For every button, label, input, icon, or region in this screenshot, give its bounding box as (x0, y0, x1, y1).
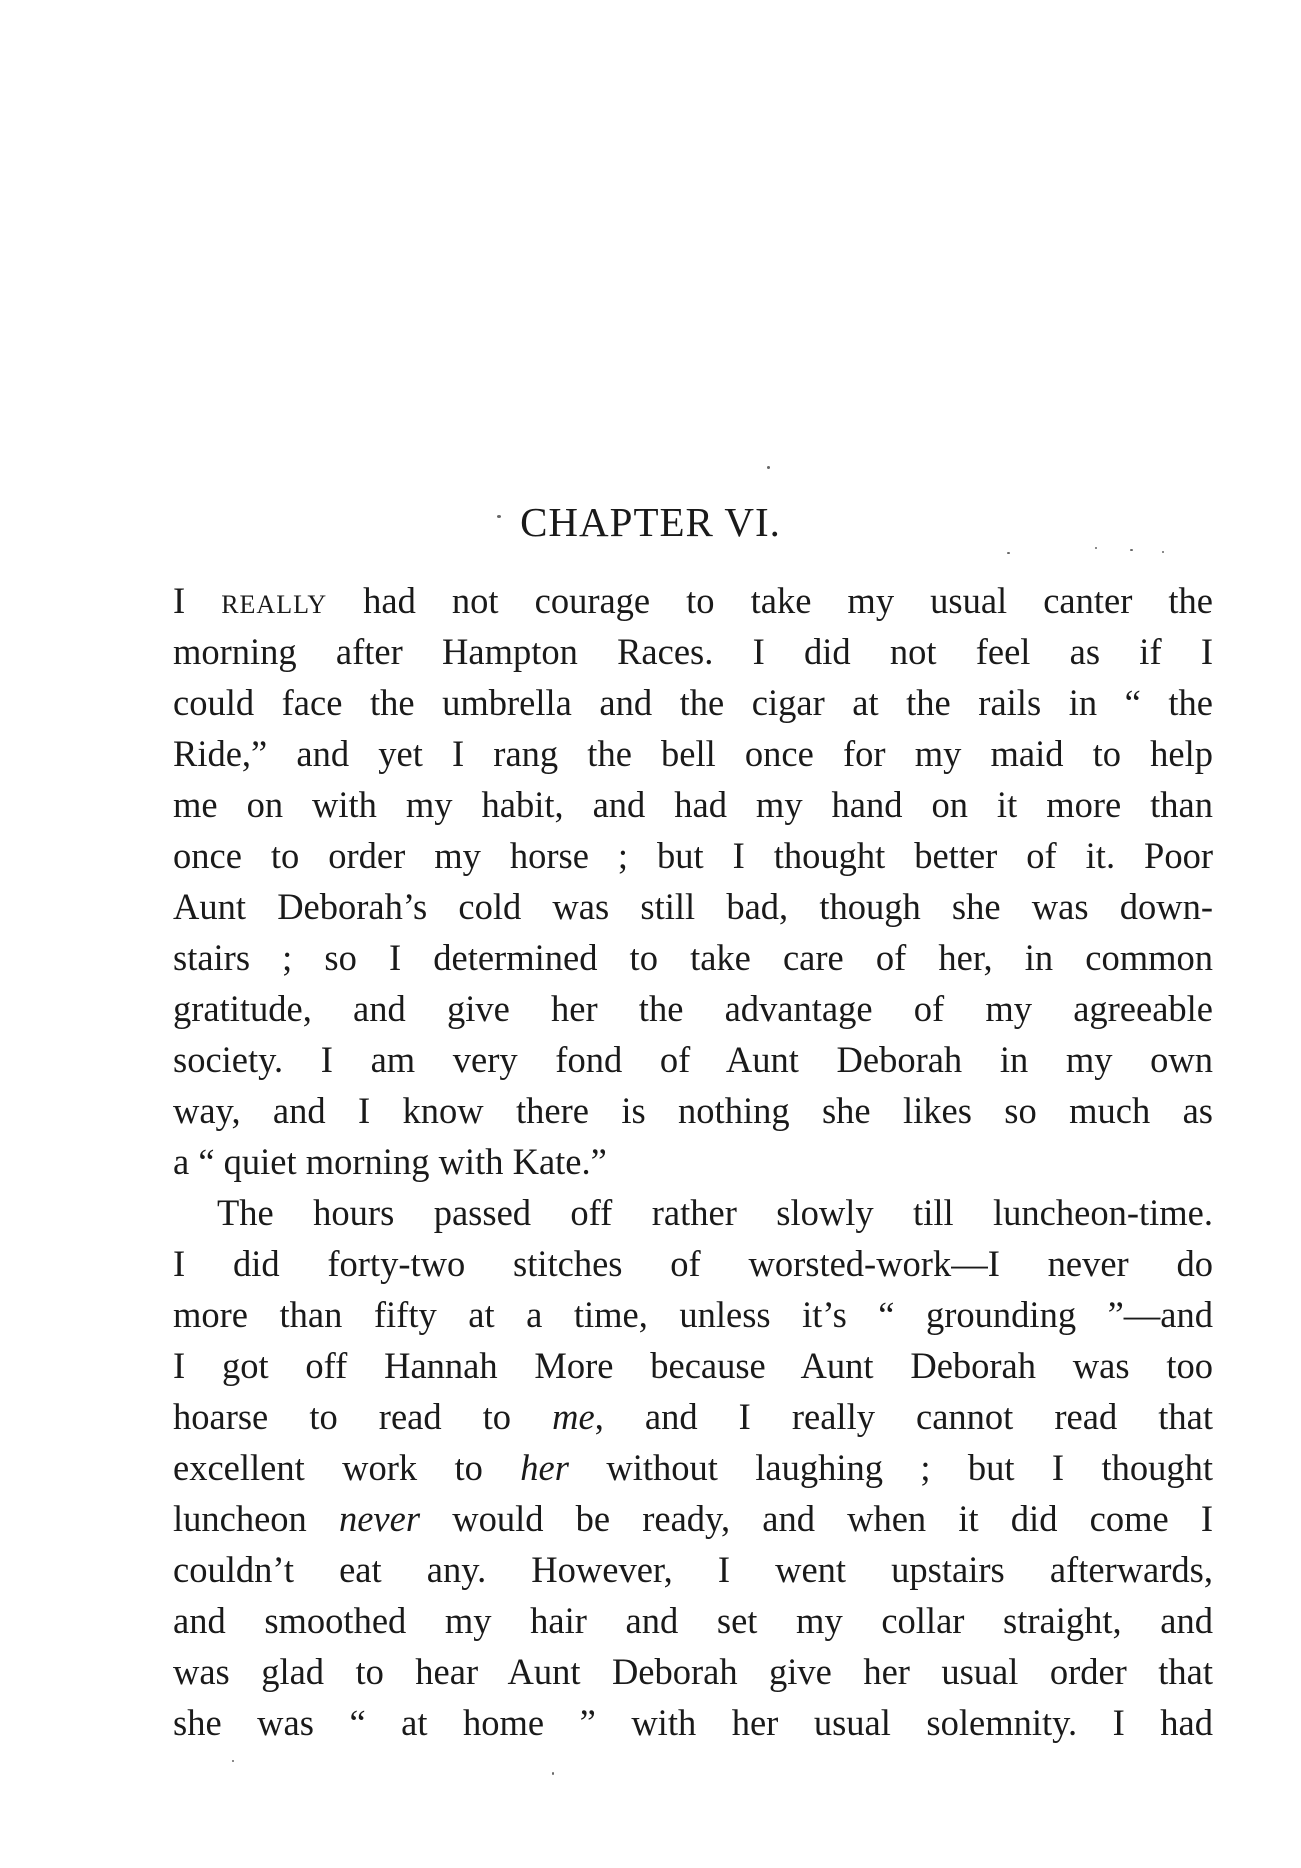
scan-speck (1095, 547, 1097, 549)
text-line: Aunt Deborah’s cold was still bad, though she was down- (173, 886, 1213, 927)
paragraph-2 (173, 1187, 1213, 1748)
text-line: hoarse to read to me, and I really cannot read that (173, 1396, 1213, 1437)
scan-speck (767, 466, 770, 469)
text-line: gratitude, and give her the advantage of my agreeable (173, 988, 1213, 1029)
text-line: I did forty-two stitches of worsted-work—I never do (173, 1243, 1213, 1284)
text-line: she was “ at home ” with her usual solemnity. I had (173, 1702, 1213, 1743)
text-line: luncheon never would be ready, and when it did come I (173, 1498, 1213, 1539)
scan-speck (1162, 551, 1164, 553)
text-line: society. I am very fond of Aunt Deborah in my own (173, 1039, 1213, 1080)
emphasis: never (338, 1498, 421, 1539)
text-line: once to order my horse ; but I thought better of it. Poor (173, 835, 1213, 876)
scan-speck (552, 1772, 554, 1775)
text-line: could face the umbrella and the cigar at the rails in “ the (173, 682, 1213, 723)
text-line: morning after Hampton Races. I did not feel as if I (173, 631, 1213, 672)
text-line: me on with my habit, and had my hand on it more than (173, 784, 1213, 825)
body-text (173, 575, 1213, 1748)
emphasis: me (552, 1396, 595, 1437)
text-line: way, and I know there is nothing she likes so much as (173, 1090, 1213, 1131)
text-line: more than fifty at a time, unless it’s “ grounding ”—and (173, 1294, 1213, 1335)
text-line: Ride,” and yet I rang the bell once for my maid to help (173, 733, 1213, 774)
text-line: excellent work to her without laughing ; but I thought (173, 1447, 1213, 1488)
scan-speck (497, 515, 501, 518)
text-line: stairs ; so I determined to take care of her, in common (173, 937, 1213, 978)
text-line: a “ quiet morning with Kate.” (173, 1141, 607, 1182)
text-line: was glad to hear Aunt Deborah give her usual order that (173, 1651, 1213, 1692)
scan-speck (232, 1760, 234, 1762)
paragraph-1 (173, 575, 1213, 1187)
text-line: I really had not courage to take my usual canter the (173, 580, 1213, 621)
scan-speck (1007, 552, 1010, 554)
text-line: and smoothed my hair and set my collar straight, and (173, 1600, 1213, 1641)
lead-smallcaps: really (221, 580, 328, 621)
emphasis: her (520, 1447, 569, 1488)
text-line: The hours passed off rather slowly till luncheon-time. (217, 1192, 1213, 1233)
chapter-heading: CHAPTER VI. (520, 499, 781, 545)
text-line: couldn’t eat any. However, I went upstairs afterwards, (173, 1549, 1213, 1590)
text-line: I got off Hannah More because Aunt Deborah was too (173, 1345, 1213, 1386)
scan-speck (1130, 549, 1133, 551)
lead-word: I (173, 580, 186, 621)
